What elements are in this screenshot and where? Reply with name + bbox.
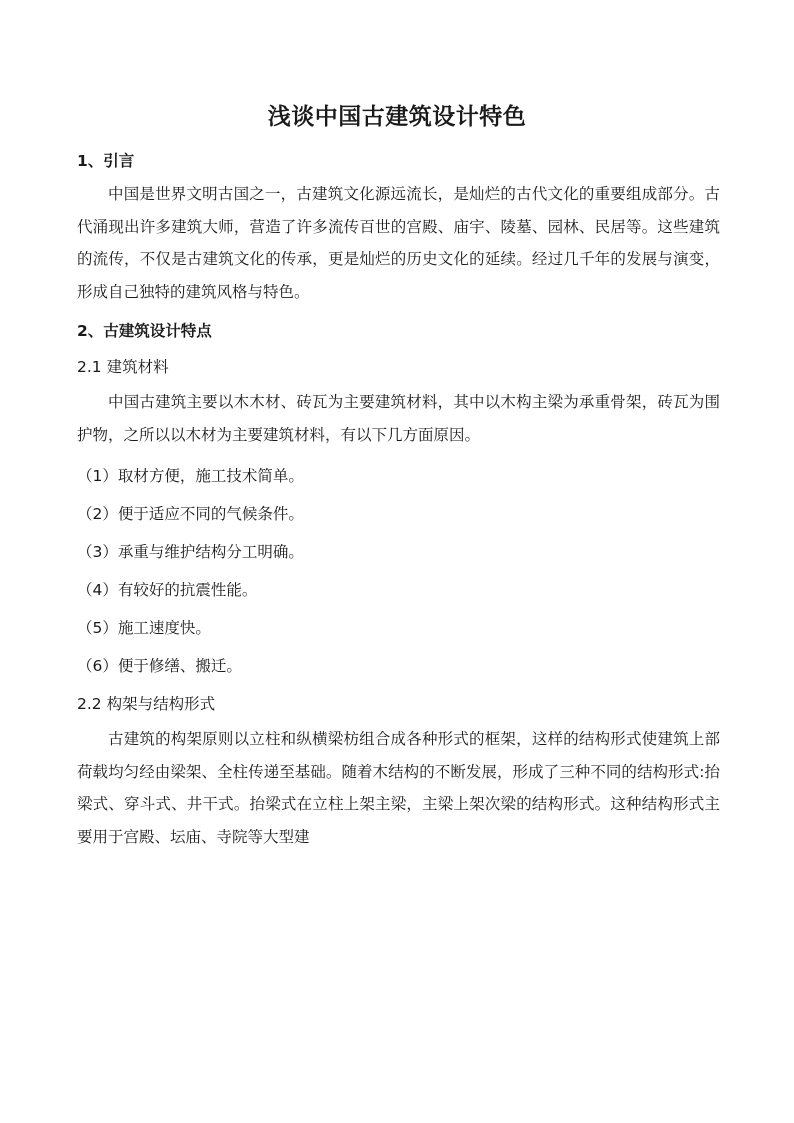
list-item: （1）取材方便，施工技术简单。 [77,467,304,485]
list-item: （6）便于修缮、搬迁。 [77,657,242,675]
list-item: （2）便于适应不同的气候条件。 [77,505,304,523]
structure-paragraph: 古建筑的构架原则以立柱和纵横梁枋组合成各种形式的框架，这样的结构形式使建筑上部荷载均匀经由梁架、全柱传递至基础。随着木结构的不断发展，形成了三种不同的结构形式:抬梁式、穿斗式、井干式。抬梁式在立柱上架主梁，主梁上架次梁的结构形式。这种结构形式主要用于宫殿、坛庙、寺院等大型建 [77,730,720,846]
subsection-heading-materials: 2.1 建筑材料 [77,358,169,376]
subsection-heading-structure: 2.2 构架与结构形式 [77,695,216,713]
list-item: （4）有较好的抗震性能。 [77,581,258,599]
list-item: （5）施工速度快。 [77,619,211,637]
section-heading-introduction: 1、引言 [77,152,135,170]
document-body [77,144,720,859]
introduction-paragraph: 中国是世界文明古国之一，古建筑文化源远流长，是灿烂的古代文化的重要组成部分。古代涌现出许多建筑大师，营造了许多流传百世的宫殿、庙宇、陵墓、园林、民居等。这些建筑的流传，不仅是古建筑文化的传承，更是灿烂的历史文化的延续。经过几千年的发展与演变，形成自己独特的建筑风格与特色。 [77,185,720,301]
materials-paragraph: 中国古建筑主要以木木材、砖瓦为主要建筑材料，其中以木构主梁为承重骨架，砖瓦为围护物，之所以以木材为主要建筑材料，有以下几方面原因。 [77,393,720,444]
document-title: 浅谈中国古建筑设计特色 [267,104,527,130]
list-item: （3）承重与维护结构分工明确。 [77,543,304,561]
section-heading-design-features: 2、古建筑设计特点 [77,322,212,340]
